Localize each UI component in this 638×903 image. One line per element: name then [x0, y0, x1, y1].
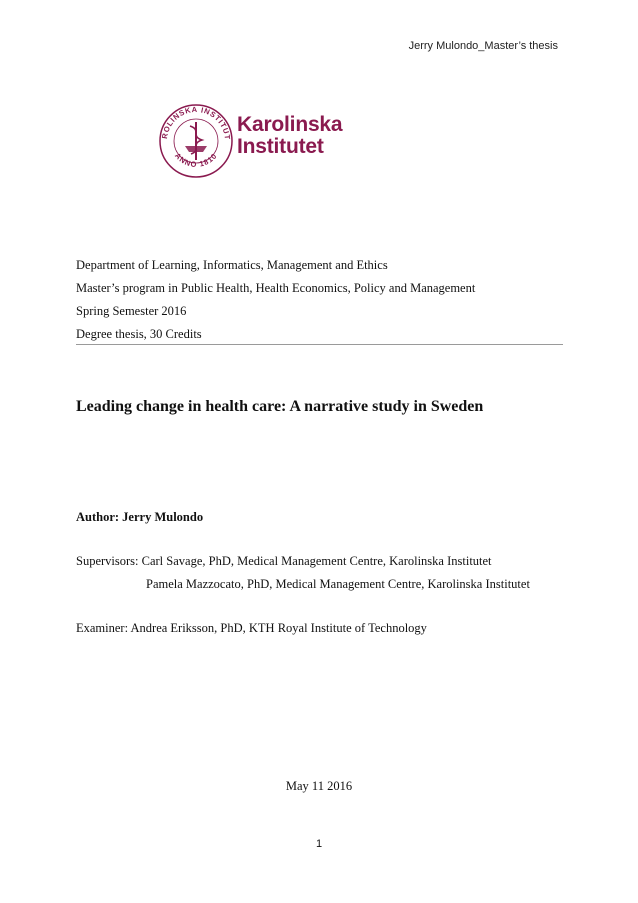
ki-seal-icon — [157, 96, 235, 186]
horizontal-rule — [76, 344, 563, 345]
svg-text:ANNO 1810: ANNO 1810 — [172, 151, 219, 170]
semester-line: Spring Semester 2016 — [76, 304, 187, 318]
submission-date: May 11 2016 — [285, 779, 353, 793]
svg-text:KAROLINSKA INSTITUTET: ROLINSKA INSTITUT — [159, 104, 233, 141]
logo-line-2: Institutet — [237, 135, 324, 158]
author-line: Author: Jerry Mulondo — [76, 510, 204, 524]
supervisor-line-1: Supervisors: Carl Savage, PhD, Medical Management Centre, Karolinska Institutet — [76, 554, 492, 568]
examiner-line: Examiner: Andrea Eriksson, PhD, KTH Royal Institute of Technology — [76, 621, 427, 635]
department-line: Department of Learning, Informatics, Management and Ethics — [76, 258, 388, 272]
degree-line: Degree thesis, 30 Credits — [76, 327, 202, 341]
page-number: 1 — [315, 838, 323, 850]
supervisor-line-2: Pamela Mazzocato, PhD, Medical Management Centre, Karolinska Institutet — [146, 577, 530, 591]
thesis-title: Leading change in health care: A narrative study in Sweden — [76, 398, 484, 415]
karolinska-logo — [157, 96, 367, 186]
program-line: Master’s program in Public Health, Health Economics, Policy and Management — [76, 281, 476, 295]
logo-line-1: Karolinska — [237, 113, 343, 136]
running-header: Jerry Mulondo_Master’s thesis — [408, 40, 558, 52]
